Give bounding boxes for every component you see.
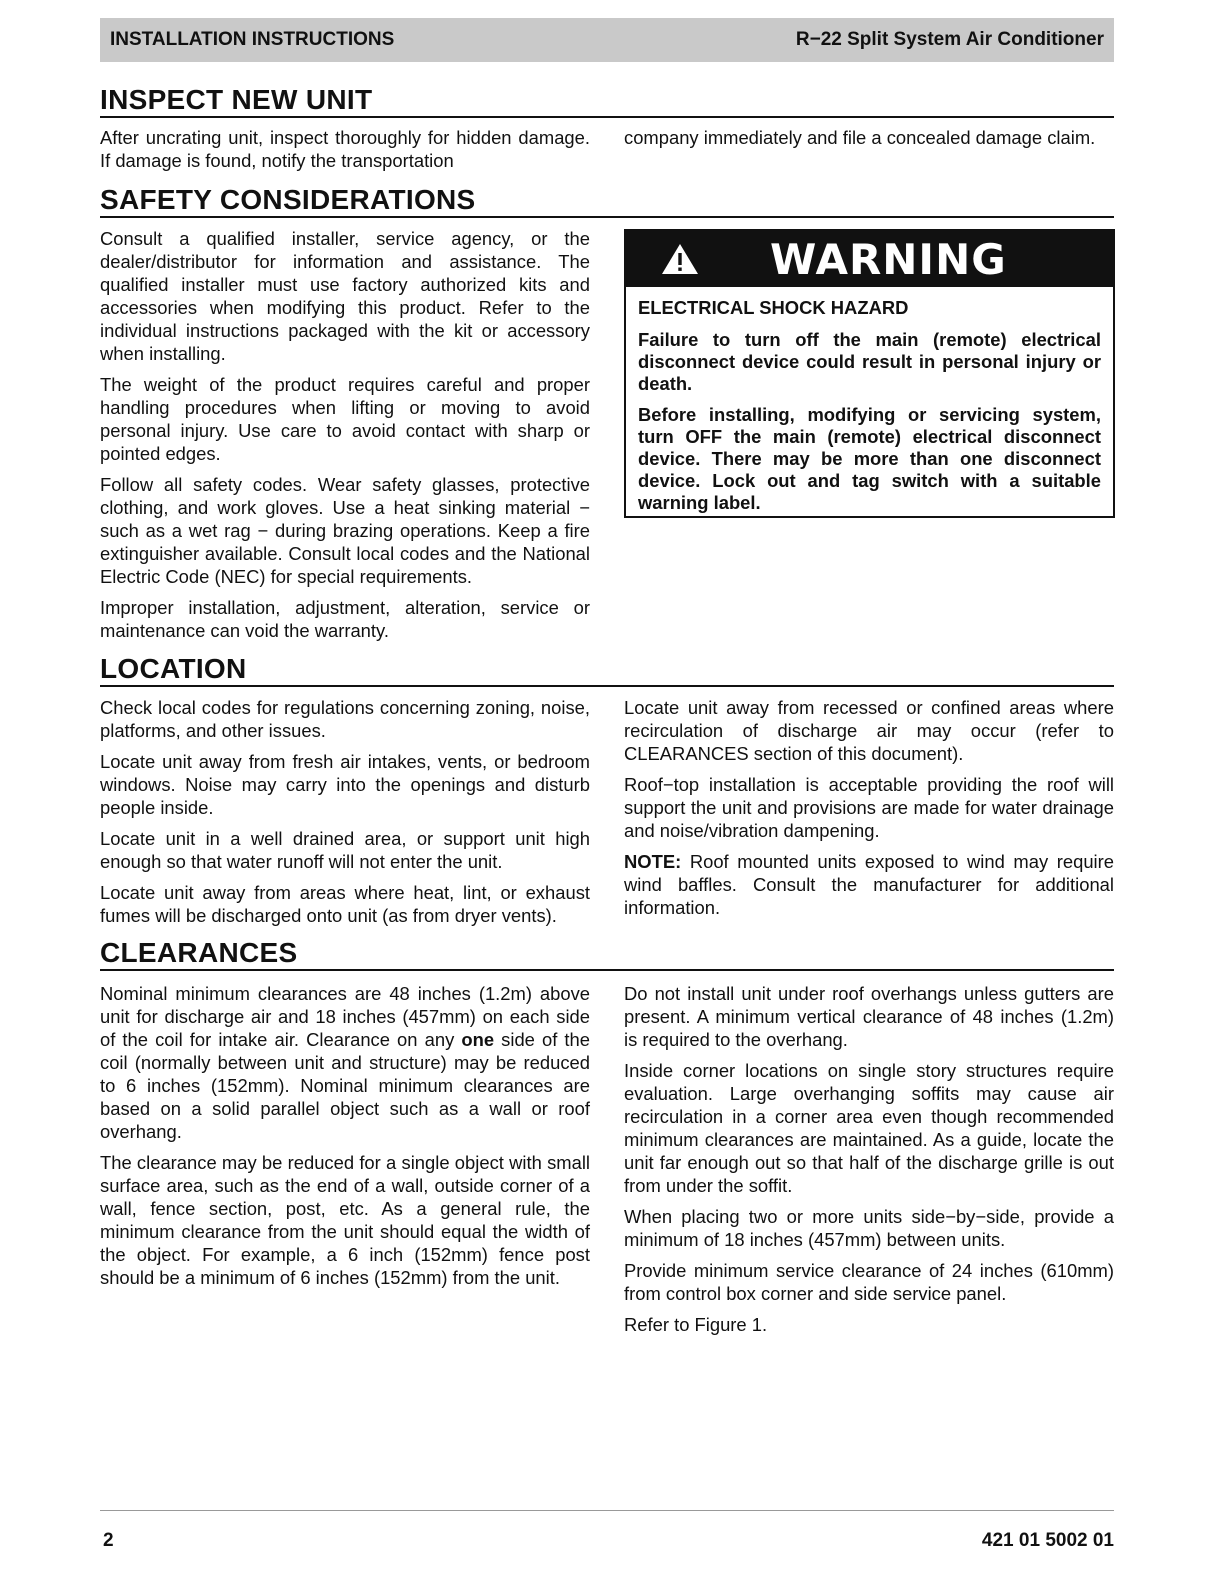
clearances-paragraph: Do not install unit under roof overhangs unless gutters are present. A minimum vertical clearance of 48 inches (1.2m) is required to the overhang.: [624, 983, 1114, 1050]
clearances-paragraph: Provide minimum service clearance of 24 inches (610mm) from control box corner and side service panel.: [624, 1260, 1114, 1304]
inspect-left-column: [100, 126, 590, 180]
clearances-paragraph: When placing two or more units side−by−side, provide a minimum of 18 inches (457mm) between units.: [624, 1206, 1114, 1250]
location-paragraph: Locate unit away from areas where heat, lint, or exhaust fumes will be discharged onto unit (as from dryer vents).: [100, 882, 590, 926]
clearances-text: side of the coil (normally between unit and structure) may be reduced to 6 inches (152mm). Nominal minimum clearances are based on a solid parallel object such as a wall or roof overhang.: [100, 1029, 590, 1142]
inspect-paragraph: company immediately and file a concealed damage claim.: [624, 127, 1096, 148]
clearances-emphasis: one: [461, 1029, 495, 1050]
clearances-left-column: [100, 982, 590, 1297]
warning-paragraph: Before installing, modifying or servicing system, turn OFF the main (remote) electrical disconnect device. There may be more than one disconnect device. Lock out and tag switch with a suitable warning label.: [638, 404, 1101, 513]
inspect-right-column: [624, 126, 1114, 157]
footer-divider: [100, 1510, 1114, 1511]
safety-paragraph: Consult a qualified installer, service agency, or the dealer/distributor for information and assistance. The qualified installer must use factory authorized kits and accessories when modifying this product. Refer to the individual instructions packaged with the kit or accessory when installing.: [100, 228, 590, 364]
header-right-title: R−22 Split System Air Conditioner: [795, 29, 1104, 50]
location-paragraph: Locate unit away from fresh air intakes, vents, or bedroom windows. Noise may carry into the openings and disturb people inside.: [100, 751, 590, 818]
clearances-right-column: [624, 982, 1114, 1344]
location-right-column: [624, 696, 1114, 927]
clearances-text: Nominal minimum clearances are 48 inches (1.2m) above unit for discharge air and 18 inches (457mm) on each side of the coil for intake air. Clearance on any: [100, 983, 590, 1050]
clearances-paragraph: The clearance may be reduced for a single object with small surface area, such as the end of a wall, outside corner of a wall, fence section, post, etc. As a general rule, the minimum clearance from the unit should equal the width of the object. For example, a 6 inch (152mm) fence post should be a minimum of 6 inches (152mm) from the unit.: [100, 1152, 590, 1288]
location-paragraph: Roof−top installation is acceptable providing the roof will support the unit and provisions are made for water drainage and noise/vibration dampening.: [624, 774, 1114, 841]
section-title-clearances: CLEARANCES: [100, 937, 1114, 971]
warning-title: WARNING: [770, 234, 1007, 284]
clearances-paragraph: Refer to Figure 1.: [624, 1314, 768, 1335]
clearances-paragraph: Inside corner locations on single story structures require evaluation. Large overhanging soffits may cause air recirculation in a corner area even though recommended minimum clearances are maintained. As a guide, locate the unit far enough out so that half of the discharge grille is out from under the soffit.: [624, 1060, 1114, 1196]
inspect-paragraph: After uncrating unit, inspect thoroughly for hidden damage. If damage is found, notify the transportation: [100, 127, 590, 171]
note-text: Roof mounted units exposed to wind may require wind baffles. Consult the manufacturer for additional information.: [624, 851, 1114, 918]
warning-box: [624, 229, 1115, 518]
location-paragraph: Check local codes for regulations concerning zoning, noise, platforms, and other issues.: [100, 697, 590, 741]
section-title-safety: SAFETY CONSIDERATIONS: [100, 184, 1114, 218]
document-header-bar: [100, 18, 1114, 62]
clearances-paragraph: [100, 982, 590, 1143]
warning-hazard-label: ELECTRICAL SHOCK HAZARD: [638, 297, 909, 318]
safety-paragraph: Follow all safety codes. Wear safety glasses, protective clothing, and work gloves. Use a heat sinking material − such as a wet rag − during brazing operations. Keep a fire extinguisher available. Consult local codes and the National Electric Code (NEC) for special requirements.: [100, 474, 590, 587]
safety-left-column: [100, 227, 590, 650]
warning-paragraph: Failure to turn off the main (remote) electrical disconnect device could result in personal injury or death.: [638, 329, 1101, 394]
note-label: NOTE:: [624, 851, 682, 872]
safety-paragraph: The weight of the product requires careful and proper handling procedures when lifting or moving to avoid personal injury. Use care to avoid contact with sharp or pointed edges.: [100, 374, 590, 464]
header-left-title: INSTALLATION INSTRUCTIONS: [110, 29, 395, 50]
section-title-inspect: INSPECT NEW UNIT: [100, 84, 1114, 118]
location-paragraph: Locate unit away from recessed or confined areas where recirculation of discharge air may occur (refer to CLEARANCES section of this document).: [624, 697, 1114, 764]
safety-paragraph: Improper installation, adjustment, alteration, service or maintenance can void the warranty.: [100, 597, 590, 641]
location-left-column: [100, 696, 590, 935]
warning-triangle-icon: [660, 242, 700, 276]
page-number: 2: [103, 1530, 114, 1551]
warning-header: [626, 231, 1113, 287]
section-title-location: LOCATION: [100, 653, 1114, 687]
document-number: 421 01 5002 01: [981, 1530, 1114, 1551]
location-paragraph: Locate unit in a well drained area, or support unit high enough so that water runoff will not enter the unit.: [100, 828, 590, 872]
location-note: [624, 850, 1114, 919]
warning-body: [626, 287, 1113, 514]
